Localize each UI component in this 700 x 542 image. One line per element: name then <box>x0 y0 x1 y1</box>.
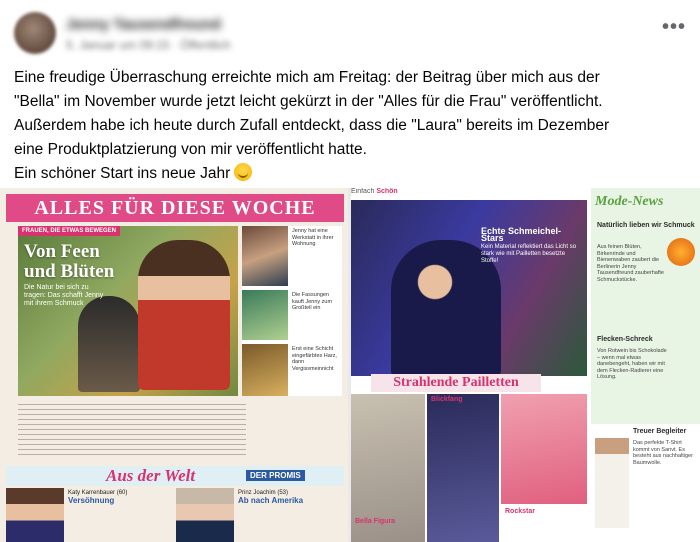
promi-section-header <box>6 466 344 486</box>
feature-image <box>18 226 238 396</box>
side-photo <box>242 290 288 340</box>
side-column <box>242 226 342 396</box>
tshirt-image <box>595 438 629 528</box>
product-label: Bella Figura <box>355 518 396 525</box>
side-photo <box>242 344 288 396</box>
more-options-icon[interactable]: ••• <box>661 16 686 38</box>
promi-name: Prinz Joachim (53) <box>238 490 289 496</box>
smiling-face-icon <box>234 163 252 181</box>
author-name[interactable]: Jenny Tausendfreund <box>66 16 221 33</box>
mode-news-sidebar <box>591 188 700 542</box>
product-label: Rockstar <box>505 508 535 515</box>
promi-headline: Ab nach Amerika <box>238 496 304 505</box>
post-line: Eine freudige Überraschung erreichte mich am Freitag: der Beitrag über mich aus der <box>14 69 600 86</box>
headline-body: Kein Material reflektiert das Licht so stark wie mit Pailletten besetzte Stoffe! <box>481 244 577 264</box>
feature-subtitle: Die Natur bei sich zu tragen: Das schafft Jenny mit ihrem Schmuck <box>24 284 104 307</box>
photo-grid <box>0 188 700 542</box>
photo-magazine-right[interactable] <box>351 188 700 542</box>
strahlende-banner: Strahlende Pailletten <box>371 374 541 392</box>
news-body: Das perfekte T-Shirt kommt von Sanvt. Es besteht aus nachhaltiger Baumwolle. <box>633 440 693 466</box>
dog-figure <box>78 296 140 392</box>
section-accent: Schön <box>376 188 398 195</box>
post-line: "Bella" im November wurde jetzt leicht gekürzt in der "Alles für die Frau" veröffentlicht. <box>14 93 603 110</box>
side-caption: Erst eine Schicht eingefärbtes Harz, dann Vergissmeinnicht <box>292 346 337 372</box>
promi-name: Katy Karrenbauer (60) <box>68 490 128 496</box>
news-heading: Natürlich lieben wir Schmuck <box>597 222 695 229</box>
section-tag: FRAUEN, DIE ETWAS BEWEGEN <box>18 226 120 236</box>
post-header <box>14 10 686 56</box>
post-meta[interactable]: 5. Januar um 09:15 · Öffentlich <box>66 38 231 52</box>
aus-der-welt-title: Aus der Welt <box>106 466 196 485</box>
woman-figure <box>138 240 230 390</box>
post-text <box>14 66 686 186</box>
treuer-begleiter-box <box>591 424 700 542</box>
news-body: Aus feinen Blüten, Birkenrinde und Bienenwaben zaubert die Berlinerin Jenny Tausendfreund zauberhafte Schmuckstücke. <box>597 244 664 283</box>
jewelry-image <box>667 238 695 266</box>
feature-title-line: und Blüten <box>24 261 115 282</box>
promi-caption <box>68 490 172 506</box>
post-line-text: Ein schöner Start ins neue Jahr <box>14 165 231 182</box>
mode-news-title: Mode-News <box>595 194 664 209</box>
post-line: Außerdem habe ich heute durch Zufall entdeckt, dass die "Laura" bereits im Dezember <box>14 117 610 134</box>
news-heading: Treuer Begleiter <box>633 428 687 435</box>
dress-product <box>427 394 499 542</box>
headline-block <box>481 228 581 278</box>
post-line-last <box>14 162 686 186</box>
article-body <box>18 400 246 458</box>
news-body: Von Rotwein bis Schokolade – wenn mal etwas danebengeht, haben wir mit dem Flecken-Radierer eine Lösung. <box>597 348 667 380</box>
der-promis-tag: DER PROMIS <box>246 470 305 481</box>
feature-title-line: Von Feen <box>24 241 100 262</box>
side-photo <box>242 226 288 286</box>
headline: Echte Schmeichel-Stars <box>481 226 562 243</box>
photo-magazine-left[interactable] <box>0 188 348 542</box>
promi-headline: Versöhnung <box>68 496 115 505</box>
section-name: Einfach <box>351 188 375 195</box>
side-caption: Jenny hat eine Werkstatt in ihrer Wohnung <box>292 228 334 247</box>
promi-photo <box>176 488 234 542</box>
product-label: Blickfang <box>431 396 463 403</box>
section-header <box>351 188 587 200</box>
promi-photo <box>6 488 64 542</box>
dress-product <box>501 394 587 504</box>
sequin-dress-image <box>351 200 587 376</box>
avatar[interactable] <box>14 12 56 54</box>
magazine-banner: ALLES FÜR DIESE WOCHE <box>6 194 344 222</box>
side-caption: Die Fassungen kauft Jenny zum Großteil ein <box>292 292 333 311</box>
news-heading: Flecken-Schreck <box>597 336 653 343</box>
feature-title <box>24 242 114 282</box>
post-line: eine Produktplatzierung von mir veröffentlicht hatte. <box>14 141 367 158</box>
promi-caption <box>238 490 344 506</box>
